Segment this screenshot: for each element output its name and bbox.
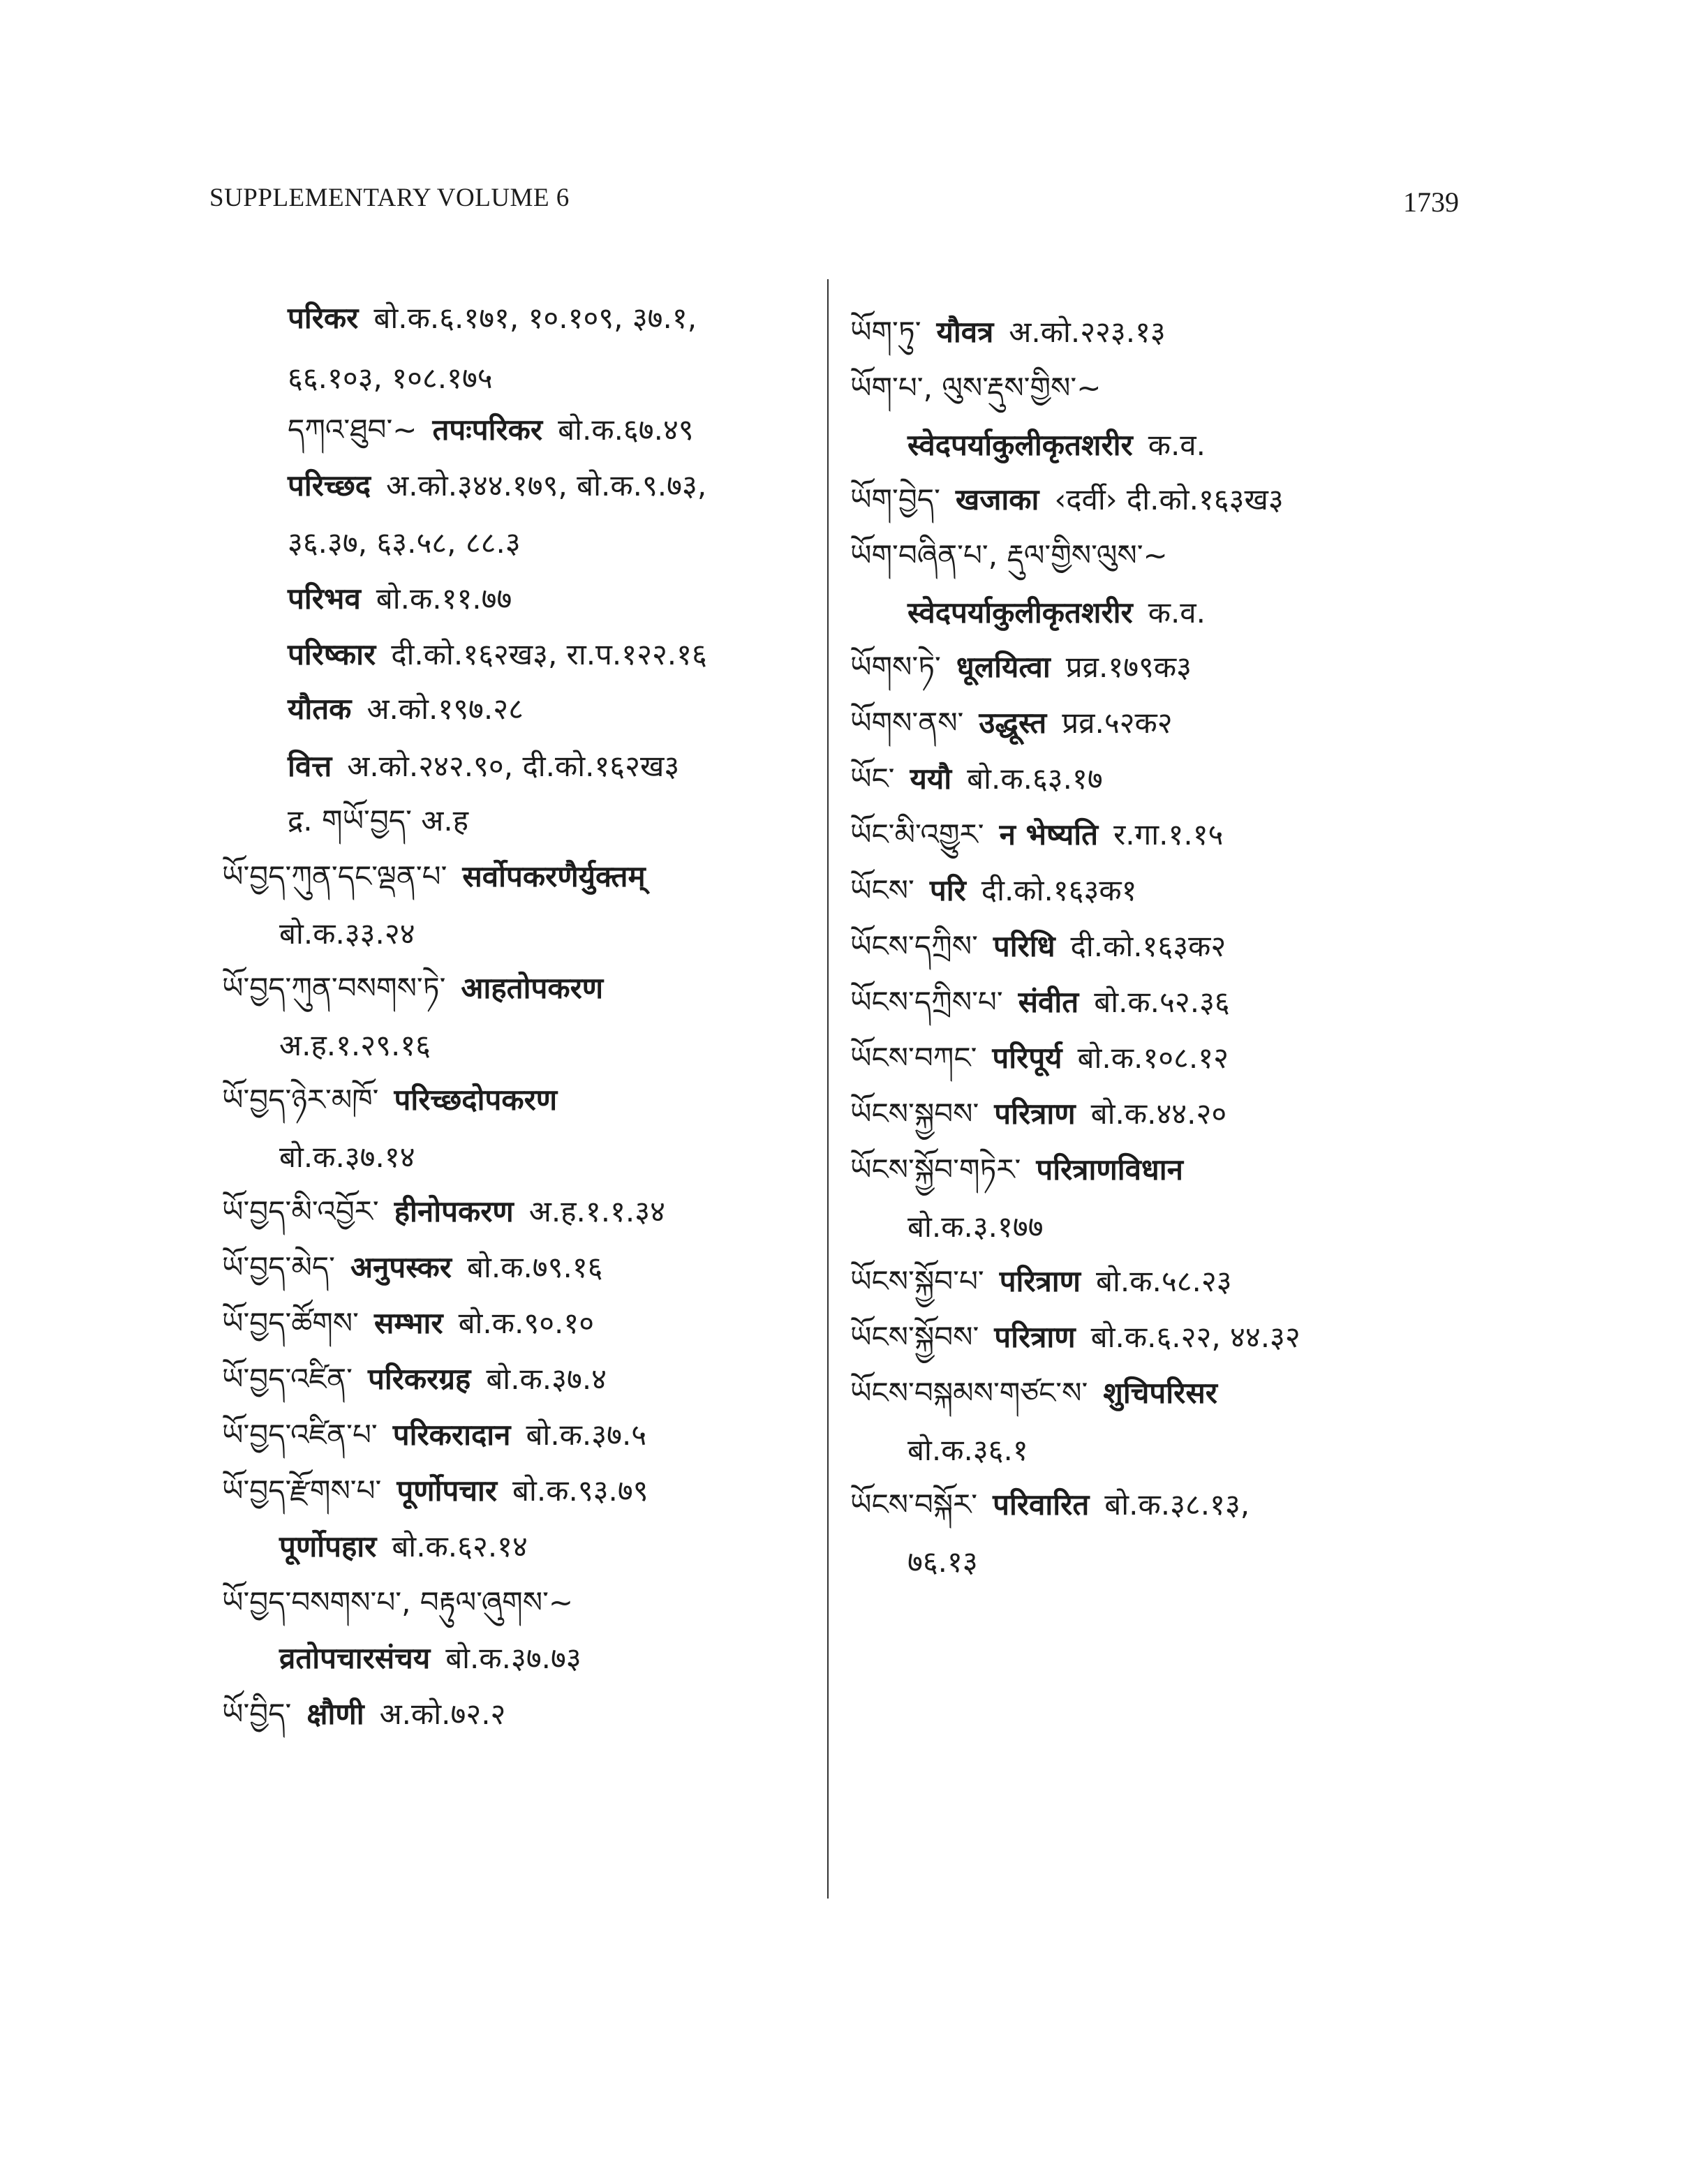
tibetan-headword: ཡོག་པ་, ལུས་རྡུས་གྱིས་~ bbox=[850, 371, 1102, 405]
tibetan-headword: ཡོ་བྱད་ཀུན་དང་ལྡན་པ་ bbox=[222, 859, 447, 893]
sanskrit-equivalent: उद्धूस्त bbox=[979, 706, 1047, 740]
sanskrit-equivalent: परिष्कार bbox=[288, 637, 376, 671]
sanskrit-equivalent: परित्राण bbox=[994, 1320, 1076, 1354]
source-reference: द्र. གཡོ་བྱད་ अ.ह bbox=[288, 803, 468, 838]
entry-line bbox=[907, 1432, 1028, 1469]
source-reference: प्रव्र.५२क२ bbox=[1062, 706, 1173, 740]
entry-line bbox=[850, 370, 1101, 406]
tibetan-headword: ཡོངས་བསྐམས་གཙང་ས་ bbox=[850, 1376, 1088, 1410]
entry-line bbox=[850, 705, 1173, 741]
source-reference: दी.को.१६३क२ bbox=[1070, 929, 1226, 963]
source-reference: ३६.३७, ६३.५८, ८८.३ bbox=[288, 526, 521, 560]
tibetan-headword: ཡོངས་བསྐོར་ bbox=[850, 1487, 978, 1522]
tibetan-headword: ཡོ་བྱད་མི་འབྱོར་ bbox=[222, 1194, 379, 1228]
sanskrit-equivalent: सर्वोपकरणैर्युक्तम् bbox=[462, 859, 646, 893]
tibetan-headword: ཡོངས་སྐྱོབ་གཏེར་ bbox=[850, 1152, 1021, 1187]
source-reference: दी.को.१६३क१ bbox=[981, 873, 1137, 907]
source-reference: बो.क.३६.१ bbox=[907, 1433, 1028, 1467]
tibetan-headword: ཡོང་ bbox=[850, 762, 895, 796]
tibetan-headword: ཡོག་ཏུ་ bbox=[850, 315, 921, 349]
entry-line bbox=[288, 360, 493, 396]
entry-line bbox=[222, 1584, 573, 1621]
entry-line bbox=[222, 1305, 594, 1342]
sanskrit-equivalent: परिकरग्रह bbox=[367, 1362, 471, 1396]
tibetan-headword: ཡོངས་དཀྲིས་ bbox=[850, 929, 978, 963]
entry-line bbox=[288, 300, 697, 336]
entry-line bbox=[850, 1096, 1226, 1132]
source-reference: बो.क.३७.७३ bbox=[445, 1641, 581, 1675]
source-reference: बो.क.६.२२, ४४.३२ bbox=[1090, 1320, 1300, 1354]
entry-line bbox=[222, 1082, 557, 1118]
sanskrit-equivalent: यौतक bbox=[288, 692, 352, 726]
source-reference: क.व. bbox=[1148, 595, 1206, 630]
sanskrit-equivalent: परिवारित bbox=[993, 1487, 1090, 1522]
sanskrit-equivalent: वित्त bbox=[288, 749, 332, 783]
entry-line bbox=[279, 1027, 431, 1064]
source-reference: बो.क.९३.७९ bbox=[512, 1473, 648, 1508]
sanskrit-equivalent: ययौ bbox=[910, 762, 952, 796]
sanskrit-equivalent: हीनोपकरण bbox=[394, 1194, 514, 1228]
sanskrit-equivalent: अनुपस्कर bbox=[350, 1250, 452, 1284]
tibetan-headword: ཡོ་བྱད་མེད་ bbox=[222, 1250, 335, 1284]
sanskrit-equivalent: पूर्णोपचार bbox=[396, 1473, 498, 1508]
sanskrit-equivalent: तपःपरिकर bbox=[432, 413, 543, 447]
entry-line bbox=[222, 970, 603, 1006]
tibetan-headword: ཡོགས་ནས་ bbox=[850, 706, 964, 740]
source-reference: बो.क.४४.२० bbox=[1090, 1097, 1227, 1131]
sanskrit-equivalent: परित्राणविधान bbox=[1036, 1152, 1183, 1187]
sanskrit-equivalent: आहतोपकरण bbox=[461, 971, 604, 1005]
source-reference: बो.क.३७.४ bbox=[486, 1362, 607, 1396]
tibetan-headword: ཡོངས་སྐྱབས་ bbox=[850, 1097, 979, 1131]
entry-line bbox=[850, 817, 1223, 853]
sanskrit-equivalent: खजाका bbox=[955, 482, 1039, 517]
tibetan-headword: ཡོ་བྱད་རྫོགས་པ་ bbox=[222, 1473, 382, 1508]
entry-line bbox=[850, 649, 1192, 685]
entry-line bbox=[288, 691, 524, 727]
source-reference: बो.क.५२.३६ bbox=[1094, 985, 1230, 1019]
entry-line bbox=[850, 1263, 1232, 1300]
source-reference: दी.को.१६२ख३, रा.प.१२२.१६ bbox=[391, 637, 707, 671]
entry-line bbox=[279, 1640, 581, 1677]
entry-line bbox=[288, 637, 707, 673]
source-reference: अ.ह.१.२९.१६ bbox=[279, 1028, 431, 1062]
tibetan-headword: ཡོངས་ bbox=[850, 873, 914, 907]
entry-line bbox=[222, 1194, 665, 1230]
entry-line bbox=[850, 984, 1230, 1020]
entry-line bbox=[850, 1487, 1250, 1523]
column-divider bbox=[827, 279, 829, 1899]
entry-line bbox=[850, 482, 1284, 518]
sanskrit-equivalent: परि bbox=[929, 873, 966, 907]
source-reference: अ.ह.१.१.३४ bbox=[528, 1194, 665, 1228]
source-reference: बो.क.७९.१६ bbox=[466, 1250, 603, 1284]
source-reference: बो.क.९०.१० bbox=[458, 1306, 595, 1340]
entry-line bbox=[907, 595, 1206, 631]
sanskrit-equivalent: शुचिपरिसर bbox=[1103, 1376, 1217, 1410]
tibetan-headword: ཡོངས་དཀྲིས་པ་ bbox=[850, 985, 1003, 1019]
source-reference: बो.क.३७.१४ bbox=[279, 1140, 415, 1174]
sanskrit-equivalent: क्षौणी bbox=[306, 1697, 364, 1731]
tibetan-headword: ཡོ་བྱད་འཛིན་པ་ bbox=[222, 1418, 378, 1452]
source-reference: ६६.१०३, १०८.१७५ bbox=[288, 361, 493, 395]
source-reference: बो.क.६३.१७ bbox=[967, 762, 1103, 796]
sanskrit-equivalent: सम्भार bbox=[373, 1306, 443, 1340]
sanskrit-equivalent: धूलयित्वा bbox=[956, 650, 1051, 684]
sanskrit-equivalent: स्वेदपर्याकुलीकृतशरीर bbox=[907, 595, 1133, 630]
source-reference: प्रव्र.१७९क३ bbox=[1065, 650, 1192, 684]
source-reference: बो.क.३७.५ bbox=[526, 1418, 647, 1452]
source-reference: अ.को.७२.२ bbox=[379, 1697, 506, 1731]
sanskrit-equivalent: यौवत्र bbox=[936, 315, 994, 349]
sanskrit-equivalent: पूर्णोपहार bbox=[279, 1529, 377, 1563]
source-reference: बो.क.६७.४९ bbox=[558, 413, 694, 447]
entry-line bbox=[279, 1139, 415, 1175]
page-number: 1739 bbox=[1403, 186, 1459, 218]
source-reference: ‹दर्वी› दी.को.१६३ख३ bbox=[1054, 482, 1284, 517]
sanskrit-equivalent: परित्राण bbox=[999, 1264, 1081, 1298]
entry-line bbox=[288, 803, 468, 839]
source-reference: अ.को.३४४.१७९, बो.क.९.७३, bbox=[386, 468, 707, 503]
sanskrit-equivalent: परिपूर्य bbox=[992, 1041, 1062, 1075]
entry-line bbox=[850, 761, 1103, 797]
source-reference: बो.क.३.१७७ bbox=[907, 1210, 1044, 1244]
source-reference: बो.क.६.१७१, १०.१०९, ३७.१, bbox=[373, 301, 697, 335]
source-reference: क.व. bbox=[1148, 428, 1206, 462]
tibetan-headword: ཡོ་བྱད་ཉེར་མཁོ་ bbox=[222, 1083, 379, 1117]
entry-line bbox=[222, 1361, 607, 1397]
entry-line bbox=[222, 1249, 603, 1286]
tibetan-headword: དཀའ་ཐུབ་~ bbox=[288, 413, 417, 447]
tibetan-headword: ཡོངས་བཀང་ bbox=[850, 1041, 977, 1075]
entry-line bbox=[288, 525, 521, 561]
source-reference: र.गा.१.१५ bbox=[1113, 817, 1224, 852]
entry-line bbox=[222, 859, 646, 895]
source-reference: बो.क.३८.१३, bbox=[1104, 1487, 1250, 1522]
tibetan-headword: ཡོག་བྱེད་ bbox=[850, 482, 940, 517]
entry-line bbox=[850, 1152, 1183, 1188]
source-reference: बो.क.६२.१४ bbox=[392, 1529, 528, 1563]
tibetan-headword: ཡོ་བྱད་ཀུན་བསགས་ཏེ་ bbox=[222, 971, 446, 1005]
source-reference: अ.को.१९७.२८ bbox=[366, 692, 524, 726]
sanskrit-equivalent: संवीत bbox=[1018, 985, 1079, 1019]
entry-line bbox=[850, 1375, 1217, 1411]
sanskrit-equivalent: परित्राण bbox=[994, 1097, 1076, 1131]
sanskrit-equivalent: स्वेदपर्याकुलीकृतशरीर bbox=[907, 428, 1133, 462]
entry-line bbox=[850, 1040, 1229, 1076]
entry-line bbox=[850, 314, 1166, 350]
tibetan-headword: ཡོངས་སྐྱོབས་ bbox=[850, 1320, 979, 1354]
entry-line bbox=[850, 1319, 1300, 1355]
tibetan-headword: ཡོང་མི་འགྱུར་ bbox=[850, 817, 984, 852]
entry-line bbox=[279, 1529, 528, 1565]
entry-line bbox=[850, 872, 1136, 909]
entry-line bbox=[907, 1209, 1044, 1245]
sanskrit-equivalent: परिच्छदोपकरण bbox=[394, 1083, 558, 1117]
source-reference: ७६.१३ bbox=[907, 1545, 978, 1579]
entry-line bbox=[907, 1544, 978, 1580]
entry-line bbox=[222, 1473, 648, 1509]
tibetan-headword: ཡོགས་ཏེ་ bbox=[850, 650, 941, 684]
source-reference: बो.क.११.७७ bbox=[376, 581, 512, 616]
tibetan-headword: ཡོག་བཞིན་པ་, རྡུལ་གྱིས་ལུས་~ bbox=[850, 538, 1168, 572]
entry-line bbox=[288, 468, 706, 504]
source-reference: अ.को.२४२.९०, दी.को.१६२ख३ bbox=[347, 749, 680, 783]
entry-line bbox=[288, 412, 694, 448]
tibetan-headword: ཡོ་བྱིད་ bbox=[222, 1697, 292, 1731]
tibetan-headword: ཡོངས་སྐྱོབ་པ་ bbox=[850, 1264, 984, 1298]
volume-title: SUPPLEMENTARY VOLUME 6 bbox=[209, 184, 570, 212]
sanskrit-equivalent: व्रतोपचारसंचय bbox=[279, 1641, 431, 1675]
entry-line bbox=[907, 427, 1206, 463]
entry-line bbox=[850, 537, 1168, 574]
tibetan-headword: ཡོ་བྱད་བསགས་པ་, བརྟུལ་ཞུགས་~ bbox=[222, 1585, 574, 1619]
source-reference: बो.क.३३.२४ bbox=[279, 916, 415, 951]
entry-line bbox=[850, 928, 1226, 965]
sanskrit-equivalent: न भेष्यति bbox=[999, 817, 1099, 852]
source-reference: बो.क.१०८.१२ bbox=[1077, 1041, 1229, 1075]
entry-line bbox=[288, 748, 679, 785]
sanskrit-equivalent: परिकर bbox=[288, 301, 359, 335]
source-reference: बो.क.५८.२३ bbox=[1096, 1264, 1232, 1298]
entry-line bbox=[222, 1696, 505, 1732]
tibetan-headword: ཡོ་བྱད་ཚོགས་ bbox=[222, 1306, 359, 1340]
tibetan-headword: ཡོ་བྱད་འཛིན་ bbox=[222, 1362, 353, 1396]
entry-line bbox=[222, 1417, 646, 1453]
sanskrit-equivalent: परिभव bbox=[288, 581, 361, 616]
sanskrit-equivalent: परिच्छद bbox=[288, 468, 371, 503]
sanskrit-equivalent: परिधि bbox=[993, 929, 1055, 963]
entry-line bbox=[288, 581, 512, 617]
entry-line bbox=[279, 916, 415, 952]
source-reference: अ.को.२२३.१३ bbox=[1009, 315, 1166, 349]
sanskrit-equivalent: परिकरादान bbox=[392, 1418, 511, 1452]
